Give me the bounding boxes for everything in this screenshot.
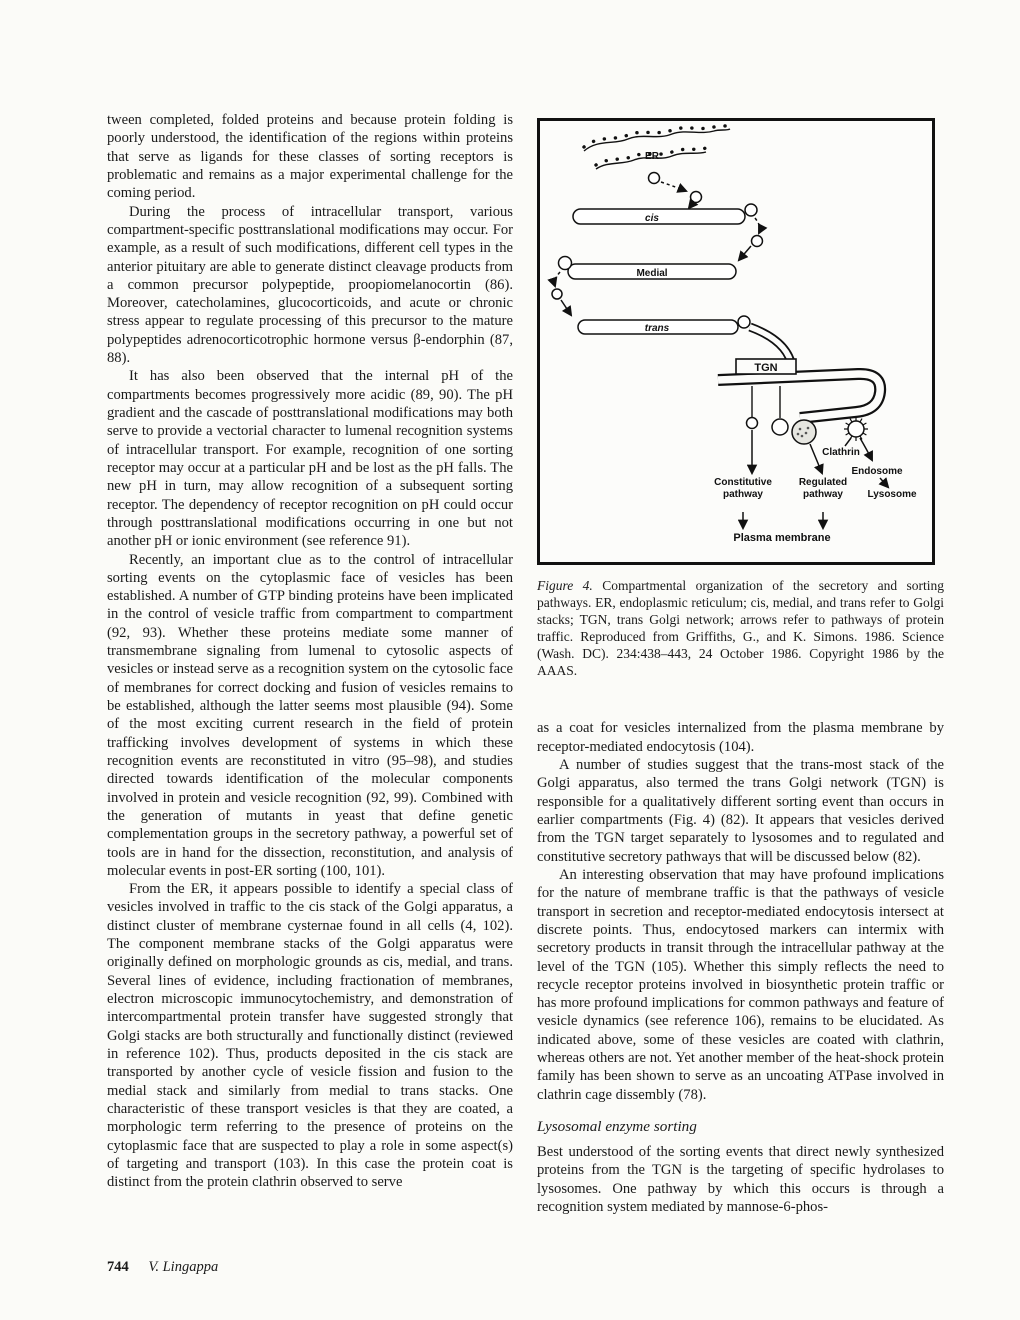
endosome-arrow: [860, 438, 872, 460]
paragraph: tween completed, folded proteins and because protein folding is poorly understood, the identification of the regions within proteins that serve as ligands for these classes of sorting receptors is problematic and remains as a major experimental challenge for the coming period.: [107, 112, 513, 202]
clathrin-coated-vesicle: [848, 421, 864, 437]
er-region: [584, 125, 730, 169]
medial-label: Medial: [636, 268, 668, 279]
constitutive-label-1: Constitutive: [714, 477, 772, 488]
transport-vesicle: [552, 289, 562, 299]
constitutive-vesicle: [747, 418, 758, 429]
left-column: [107, 111, 513, 1191]
route-arrow: [555, 272, 560, 286]
route-arrow: [661, 182, 686, 191]
trans-label: trans: [644, 323, 670, 334]
figure-diagram: [540, 121, 932, 562]
paragraph: Best understood of the sorting events that direct newly synthesized proteins from the TGN is the targeting of specific hydrolases to lysosomes. One pathway by which this occurs is through a recognition system mediated by mannose-6-phos-: [537, 1144, 944, 1215]
paragraph: An interesting observation that may have profound implications for the nature of membrane traffic is that the pathways of vesicle transport in secretion and receptor-mediated endocytosis intersect at discrete points. Thus, endocytosed markers can intermix with secretory products in transit through the intracellular pathway at the level of the TGN (105). Whether this simply reflects the need to recycle receptor proteins involved in biosynthetic protein traffic or has more profound implications for common pathways and feature of vesicle dynamics (see reference 106), remains to be elucidated. As indicated above, some of these vesicles are coated with clathrin, whereas others are not. Yet another member of the heat-shock protein family has been shown to serve as an uncoating ATPase involved in clathrin cage dissembly (78).: [537, 866, 944, 1103]
endosome-label: Endosome: [851, 466, 903, 477]
page-number: 744: [107, 1259, 129, 1275]
regulated-label-1: Regulated: [798, 477, 848, 488]
lysosome-label: Lysosome: [867, 489, 917, 500]
route-arrow: [689, 203, 693, 208]
running-author: V. Lingappa: [148, 1259, 219, 1275]
budding-vesicle: [559, 257, 572, 270]
paragraph: During the process of intracellular transport, various compartment-specific posttranslational modifications may occur. For example, as a result of such modifications, different cell types in the anterior pituitary are able to generate distinct cleavage products from a common precursor polypeptide, proopiomelanocortin (86). Moreover, catecholamines, glucocorticoids, and acute or chronic stress appear to regulate processing of this precursor to the mature polypeptides adrenocorticotrophic hormone versus β-endorphin (87, 88).: [107, 203, 513, 367]
cis-to-medial-route: [739, 218, 763, 260]
paragraph: From the ER, it appears possible to identify a special class of vesicles involved in traffic to the cis stack of the Golgi apparatus, a distinct cluster of membrane cysternae found in all cells (4, 102). The component membrane stacks of the Golgi apparatus were originally defined on morphologic grounds as cis, medial, and trans. Several lines of evidence, including fractionation of membranes, electron microscopic immunocytochemistry, and demonstration of intercompartmental protein transfer have suggested strongly that Golgi stacks are both structurally and functionally distinct (reviewed in reference 102). Thus, products deposited in the cis stack are transported by another cycle of vesicle fission and fusion to the medial stack and similarly from medial to trans stacks. One characteristic of these transport vesicles is that they are coated, a morphologic term referring to the presence of proteins on the cytoplasmic face that are suspected to play a role in some aspect(s) of targeting and transport (103). In this case the protein coat is distinct from the protein clathrin observed to serve: [107, 881, 513, 1191]
secretory-vesicle: [772, 419, 788, 435]
paragraph: Recently, an important clue as to the control of intracellular sorting events on the cytoplasmic face of vesicles has been established. A number of GTP binding proteins have been implicated in the control of vesicle traffic from compartment to compartment (92, 93). Whether these proteins mediate some manner of transmembrane signaling from lumenal to cytosolic aspects of vesicles or instead serve as a recognition system on the cytosolic face of membranes for correct docking and fusion of vesicles remains to be established, although the latter seems most plausible (94). Some of the most exciting current research in the field of protein trafficking involves development of systems in which these recognition events are reconstituted in vitro (95–98), and studies directed towards identification of the molecular components involved in protein and vesicle recognition (92, 99). Combined with the generation of mutants in yeast that define genetic complementation groups in the secretory pathway, a powerful set of tools are in hand for the dissection, reconstitution, and analysis of molecular events in post-ER sorting (100, 101).: [107, 551, 513, 879]
er-to-cis-route: [649, 173, 702, 209]
figure-4: [537, 118, 935, 565]
transport-vesicle: [691, 192, 702, 203]
section-heading: Lysosomal enzyme sorting: [537, 1118, 697, 1135]
figure-caption: [537, 578, 944, 679]
right-column: [537, 118, 944, 1216]
paragraph: as a coat for vesicles internalized from the plasma membrane by receptor-mediated endocytosis (104).: [537, 720, 944, 755]
clathrin-label: Clathrin: [822, 447, 860, 458]
route-arrow: [739, 246, 751, 260]
paragraph: It has also been observed that the internal pH of the compartments becomes progressively more acidic (89, 90). The pH gradient and the cascade of posttranslational modifications may both serve to provide a vectorial character to lumenal recognition systems of intracellular transport. For example, recognition of one sorting receptor may occur at a particular pH and be lost as the pH falls. The new pH in turn, may allow recognition of a subsequent sorting receptor. The dependency of receptor recognition on pH could occur through posttranslational modifications occurring in one but not another pH or ionic environment (see reference 91).: [107, 368, 513, 550]
transport-vesicle: [649, 173, 660, 184]
medial-to-trans-route: [552, 272, 571, 315]
route-arrow: [755, 218, 760, 233]
paragraph: A number of studies suggest that the trans-most stack of the Golgi apparatus, also termed the trans Golgi network (TGN) is responsible for a qualitatively different sorting event than occurs in earlier compartments (Fig. 4) (82). It appears that vesicles derived from the TGN target separately to lysosomes and to regulated and constitutive secretory pathways that will be discussed below (82).: [537, 757, 944, 865]
budding-vesicle: [738, 316, 750, 328]
page-footer: [107, 1259, 218, 1276]
budding-vesicle: [745, 204, 757, 216]
figure-caption-label: Figure 4.: [537, 578, 593, 593]
regulated-granule: [792, 420, 816, 444]
tgn-label: TGN: [754, 362, 778, 374]
cis-label: cis: [645, 213, 659, 224]
route-arrow: [561, 300, 571, 315]
cis-cisterna: [573, 204, 757, 224]
clathrin-pointer: [845, 438, 851, 446]
er-membrane-upper: [584, 129, 730, 151]
tgn-network: [718, 374, 880, 418]
transport-vesicle: [752, 236, 763, 247]
regulated-arrow: [810, 444, 822, 473]
plasma-membrane-label: Plasma membrane: [733, 532, 831, 544]
tgn-label-box: [736, 359, 796, 374]
regulated-label-2: pathway: [802, 489, 844, 500]
figure-caption-text: Compartmental organization of the secretory and sorting pathways. ER, endoplasmic reticulum; cis, medial, and trans refer to Golgi stacks; TGN, trans Golgi network; arrows refer to pathways of protein traffic. Reproduced from Griffiths, G., and K. Simons. 1986. Science (Wash. DC). 234:438–443, 24 October 1986. Copyright 1986 by the AAAS.: [537, 578, 945, 678]
lysosome-arrow: [880, 478, 888, 487]
constitutive-label-2: pathway: [722, 489, 764, 500]
figure-labels: [714, 447, 917, 544]
er-label: ER: [645, 151, 659, 162]
